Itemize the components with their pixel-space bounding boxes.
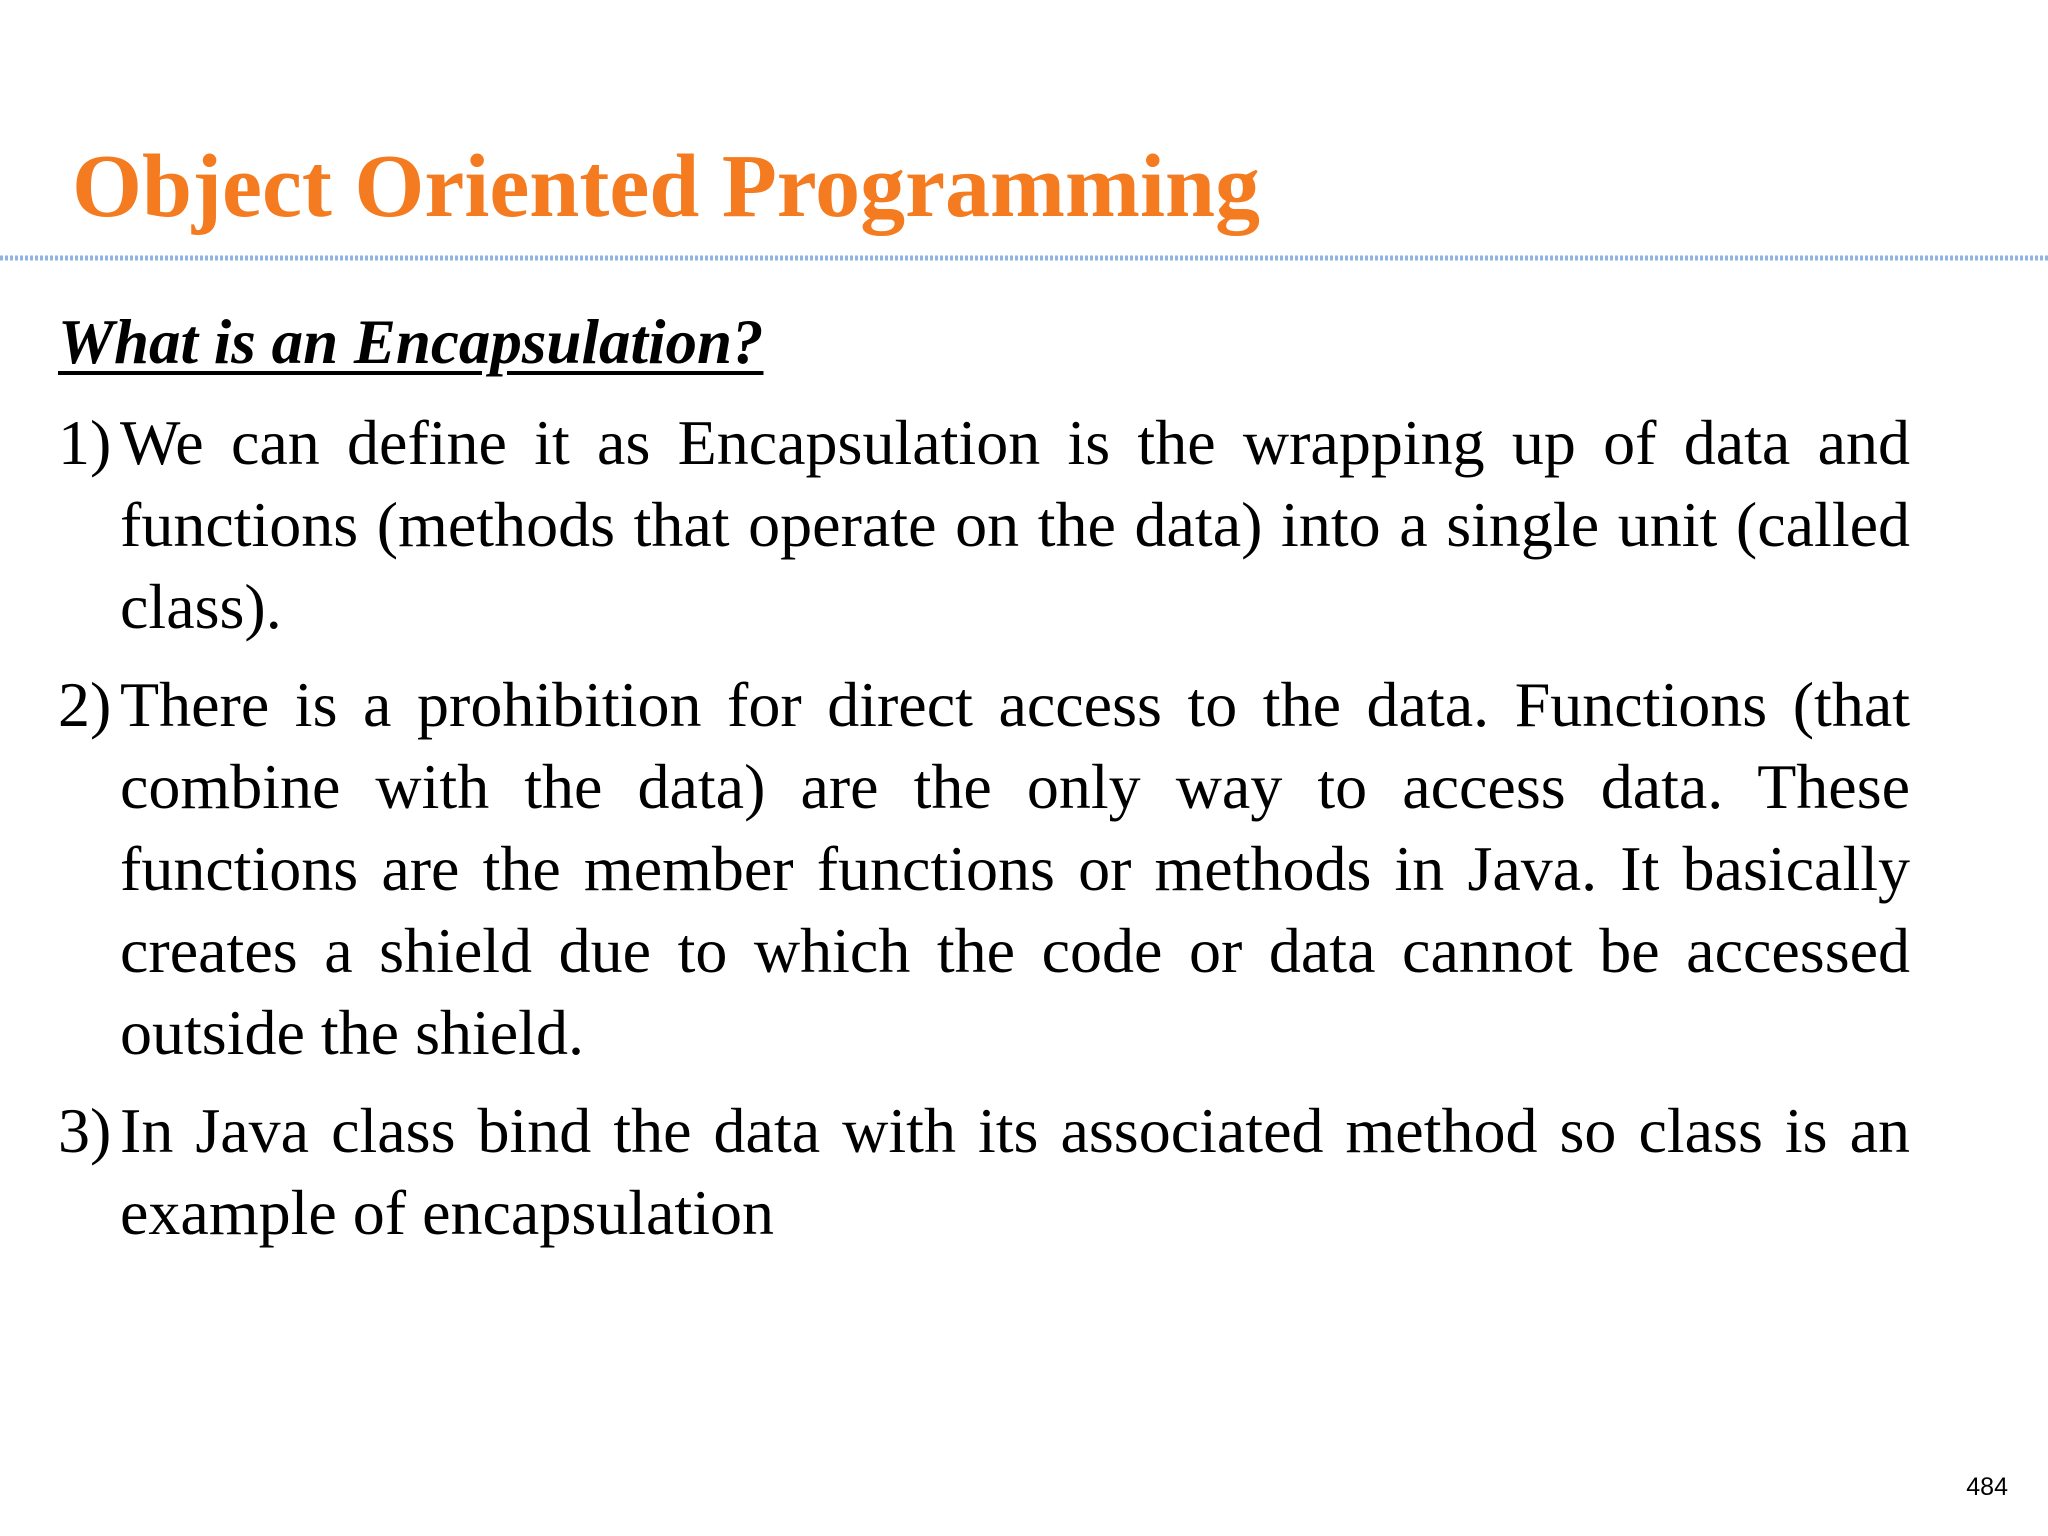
list-item <box>58 402 1910 648</box>
list-item-number: 3) <box>58 1095 112 1166</box>
list-item-text: In Java class bind the data with its associated method so class is an example of encapsulation <box>120 1095 1910 1248</box>
page-number: 484 <box>1966 1473 2008 1501</box>
list-item-text: There is a prohibition for direct access to the data. Functions (that combine with the data) are the only way to access data. These functions are the member functions or methods in Java. It basically creates a shield due to which the code or data cannot be accessed outside the shield. <box>120 669 1910 1068</box>
section-heading: What is an Encapsulation? <box>58 307 764 377</box>
list-item-number: 2) <box>58 669 112 740</box>
point-list <box>58 402 1910 1270</box>
list-item-text: We can define it as Encapsulation is the wrapping up of data and functions (methods that operate on the data) into a single unit (called class). <box>120 407 1910 642</box>
list-item <box>58 664 1910 1074</box>
list-item-number: 1) <box>58 407 112 478</box>
slide-title: Object Oriented Programming <box>72 137 1261 236</box>
title-divider <box>0 252 2048 264</box>
list-item <box>58 1090 1910 1254</box>
